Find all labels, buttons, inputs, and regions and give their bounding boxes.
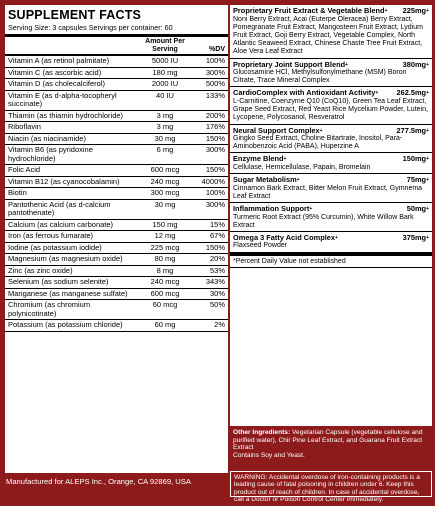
supplement-facts-panel	[5, 5, 228, 473]
nutrient-dv: 500%	[205, 79, 225, 88]
nutrient-name: Vitamin C (as ascorbic acid)	[8, 67, 102, 77]
blend-amount: 225mg	[402, 6, 427, 15]
nutrient-amount: 12 mg	[154, 231, 176, 240]
warning-box	[230, 471, 432, 504]
nutrient-amount: 60 mcg	[152, 300, 178, 309]
blend-name: CardioComplex with Antioxidant Activity	[233, 88, 376, 98]
nutrient-amount: 30 mg	[154, 133, 176, 143]
blend-ingredients: Glucosamine HCl, Methylsulfonylmethane (MSM) Boron Citrate, Trace Mineral Complex	[233, 69, 407, 85]
blend-ingredients: Flaxseed Powder	[233, 242, 288, 250]
blend-ingredients: Cinnamon Bark Extract, Bitter Melon Fruit Extract, Gymnema Leaf Extract	[233, 184, 423, 200]
nutrient-name: Manganese (as manganese sulfate)	[8, 288, 128, 298]
blend-amount: 150mg	[402, 154, 427, 164]
blend-block	[230, 203, 432, 232]
nutrient-amount: 2000 IU	[151, 79, 179, 88]
blend-block	[230, 59, 432, 88]
nutrient-amount: 300 mcg	[150, 188, 180, 197]
blend-ingredients: Turmeric Root Extract (95% Curcumin), White Willow Bark Extract	[233, 213, 414, 229]
nutrient-name: Potassium (as potassium chloride)	[8, 320, 123, 329]
blend-header	[233, 205, 429, 214]
blend-header	[233, 155, 429, 164]
blend-header	[233, 176, 429, 185]
blend-name: Enzyme Blend	[233, 154, 284, 164]
nutrient-name: Vitamin B6 (as pyridoxine hydrochloride)	[8, 145, 93, 163]
nutrient-name: Riboflavin	[8, 122, 41, 131]
nutrient-name: Vitamin D (as cholecalciferol)	[8, 79, 105, 88]
blend-amount-mark: +	[426, 206, 429, 213]
table-row	[5, 79, 228, 91]
blend-header	[233, 127, 429, 136]
header-name-col	[8, 38, 139, 53]
blend-amount-mark: +	[426, 61, 429, 68]
blends-panel	[230, 5, 432, 426]
header-amount: Amount Per Serving	[145, 38, 185, 53]
table-row	[5, 243, 228, 255]
blend-mark: +	[296, 177, 300, 184]
blend-header	[233, 89, 429, 98]
table-row	[5, 188, 228, 200]
blend-ingredients: Noni Berry Extract, Acai (Euterpe Oleracea) Berry Extract, Pomegranate Fruit Extract, Mangosteen Fruit Extract, Lydium Fruit Extract, Goji Berry Extract, Vegetable Complex, North Atlantic Seaweed Extract, Chinese Chaste Tree Fruit Extract, Aloe Vera Leaf Extract	[233, 15, 423, 56]
nutrient-dv: 100%	[205, 188, 225, 197]
nutrient-amount: 30 mg	[154, 199, 176, 209]
table-row	[5, 254, 228, 266]
panel-title: SUPPLEMENT FACTS	[8, 8, 142, 22]
nutrient-name: Vitamin B12 (as cyanocobalamin)	[8, 176, 120, 186]
table-row	[5, 277, 228, 289]
blend-amount-mark: +	[426, 8, 429, 14]
blend-mark: +	[375, 90, 379, 97]
table-row	[5, 266, 228, 278]
nutrient-name: Niacin (as niacinamide)	[8, 133, 86, 143]
nutrient-amount: 80 mg	[154, 254, 176, 263]
nutrient-amount: 150 mg	[152, 219, 178, 229]
nutrient-dv: 50%	[209, 300, 225, 309]
table-row	[5, 145, 228, 165]
table-row	[5, 68, 228, 80]
nutrient-amount: 600 mcg	[150, 288, 180, 298]
nutrient-amount: 5000 IU	[151, 56, 179, 65]
nutrient-name: Calcium (as calcium carbonate)	[8, 219, 114, 229]
blend-name: Omega 3 Fatty Acid Complex	[233, 232, 335, 242]
nutrient-name: Thiamin (as thiamin hydrochloride)	[8, 110, 124, 120]
table-row	[5, 165, 228, 177]
nutrient-amount: 60 mg	[154, 320, 176, 329]
nutrient-dv: 100%	[205, 56, 225, 65]
nutrient-name: Zinc (as zinc oxide)	[8, 265, 73, 275]
nutrient-name: Biotin	[8, 188, 27, 197]
nutrient-amount: 240 mcg	[150, 176, 180, 186]
blend-block	[230, 174, 432, 203]
nutrient-dv: 150%	[205, 133, 225, 143]
nutrient-dv: 53%	[209, 265, 225, 275]
nutrient-name: Vitamin A (as retinol palmitate)	[8, 56, 110, 65]
nutrient-dv: 200%	[205, 110, 225, 120]
blend-ingredients: Gingko Seed Extract, Choline Bitartrate, Inositol, Para-Aminobenzoic Acid (PABA), Huperzine A	[233, 135, 403, 151]
blend-amount-mark: +	[426, 234, 429, 241]
nutrient-dv: 30%	[209, 288, 225, 298]
blend-amount: 277.5mg	[396, 125, 427, 135]
blend-header	[233, 7, 429, 16]
table-row	[5, 320, 228, 332]
blend-block	[230, 232, 432, 253]
blend-ingredients: L-Carnitine, Coenzyme Q10 (CoQ10), Green Tea Leaf Extract, Grape Seed Extract, Red Yeast Rice Mycelium Powder, Lutein, Lycopene, Polycosanol, Resveratrol	[233, 97, 428, 122]
nutrient-amount: 40 IU	[156, 90, 174, 100]
blend-list	[230, 5, 432, 253]
nutrient-name: Magnesium (as magnesium oxide)	[8, 254, 123, 263]
nutrient-dv: 67%	[209, 231, 225, 240]
nutrient-table	[5, 56, 228, 332]
nutrient-name: Folic Acid	[8, 165, 41, 174]
blend-amount-mark: +	[426, 127, 429, 134]
nutrient-amount: 180 mg	[152, 67, 178, 77]
blend-mark: +	[319, 127, 323, 134]
blend-mark: +	[384, 8, 388, 14]
table-row	[5, 289, 228, 301]
warning-text: WARNING: Accidental overdose of iron-containing products is a leading cause of fatal poisoning in children under 6. Keep this product out of reach of children. In case of accidental overdose, call a Doctor or Poison Control Center immediately.	[234, 474, 420, 504]
serving-info: Serving Size: 3 capsules Servings per container: 60	[5, 23, 228, 37]
blend-header	[233, 61, 429, 70]
nutrient-name: Pantothenic Acid (as d-calcium pantothenate)	[8, 199, 111, 217]
blend-mark: +	[283, 156, 287, 163]
other-ingredients-text: Vegetarian Capsule (vegetable cellulose and purified water), Chir Pine Leaf Extract, and Guarana Fruit Extract Extract	[233, 429, 423, 452]
nutrient-dv: 300%	[205, 199, 225, 209]
nutrient-amount: 3 mg	[156, 122, 174, 131]
nutrient-name: Chromium (as chromium polynicotinate)	[8, 300, 91, 318]
nutrient-amount: 225 mcg	[150, 242, 180, 252]
nutrient-dv: 133%	[205, 90, 225, 100]
table-row	[5, 91, 228, 111]
table-row	[5, 122, 228, 134]
nutrient-amount: 8 mg	[156, 265, 174, 275]
nutrient-dv: 150%	[205, 242, 225, 252]
nutrient-dv: 343%	[205, 277, 225, 286]
blend-amount: 50mg	[406, 204, 427, 214]
header-dv: %DV	[209, 46, 225, 53]
table-row	[5, 300, 228, 320]
nutrient-dv: 150%	[205, 165, 225, 174]
allergen-note: Contains Soy and Yeast.	[233, 451, 305, 459]
other-ingredients	[230, 426, 432, 470]
table-header	[5, 37, 228, 56]
dv-footnote: *Percent Daily Value not established	[230, 253, 432, 268]
table-row	[5, 200, 228, 220]
table-row	[5, 231, 228, 243]
blend-name: Proprietary Fruit Extract & Vegetable Blend	[233, 6, 385, 15]
nutrient-dv: 300%	[205, 67, 225, 77]
blend-name: Sugar Metabolism	[233, 175, 297, 185]
manufacturer-line: Manufactured for ALEPS Inc., Orange, CA 92869, USA	[6, 477, 191, 486]
table-row	[5, 111, 228, 123]
blend-amount: 262.5mg	[396, 88, 427, 98]
blend-amount-mark: +	[426, 177, 429, 184]
nutrient-dv: 4000%	[201, 176, 225, 186]
nutrient-amount: 600 mcg	[150, 165, 180, 174]
other-ingredients-label: Other Ingredients:	[233, 429, 291, 436]
table-row	[5, 220, 228, 232]
blend-block	[230, 125, 432, 154]
nutrient-amount: 6 mg	[156, 145, 174, 154]
blend-amount-mark: +	[426, 90, 429, 97]
nutrient-name: Iodine (as potassium iodide)	[8, 242, 102, 252]
blend-amount: 75mg	[406, 175, 427, 185]
blend-header	[233, 234, 429, 243]
table-row	[5, 177, 228, 189]
blend-name: Proprietary Joint Support Blend	[233, 59, 346, 69]
nutrient-name: Iron (as ferrous fumarate)	[8, 231, 94, 240]
blend-amount: 375mg	[402, 232, 427, 242]
blend-mark: +	[335, 234, 338, 241]
blend-amount-mark: +	[426, 156, 429, 163]
nutrient-amount: 3 mg	[156, 110, 174, 120]
blend-mark: +	[309, 206, 313, 213]
blend-block	[230, 153, 432, 174]
blend-name: Neural Support Complex	[233, 125, 320, 135]
nutrient-amount: 240 mcg	[150, 277, 180, 286]
nutrient-dv: 176%	[205, 122, 225, 131]
table-row	[5, 134, 228, 146]
nutrient-dv: 20%	[209, 254, 225, 263]
blend-name: Inflammation Support	[233, 204, 310, 214]
nutrient-dv: 15%	[209, 219, 225, 229]
blend-mark: +	[345, 61, 349, 68]
nutrient-name: Vitamin E (as d-alpha-tocopheryl succinate)	[8, 90, 117, 108]
blend-amount: 380mg	[402, 59, 427, 69]
nutrient-dv: 2%	[214, 320, 225, 329]
table-row	[5, 56, 228, 68]
nutrient-name: Selenium (as sodium selenite)	[8, 277, 109, 286]
blend-block	[230, 87, 432, 124]
blend-ingredients: Cellulase, Hemicellulase, Papain, Bromelain	[233, 163, 371, 171]
blend-block	[230, 5, 432, 59]
nutrient-dv: 300%	[205, 145, 225, 154]
